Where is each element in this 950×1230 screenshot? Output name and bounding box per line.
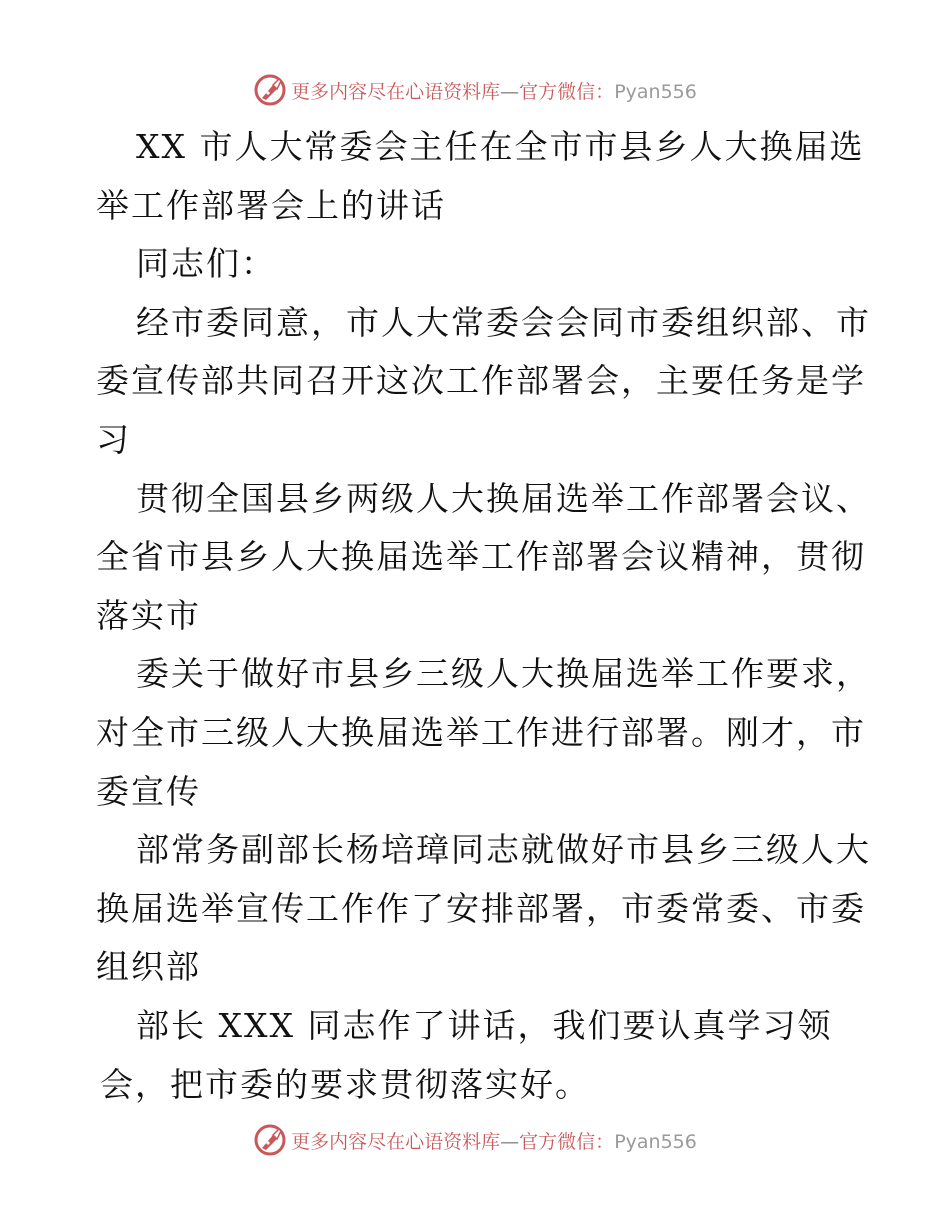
salutation-line: 同志们：: [136, 244, 276, 284]
document-title-line: 举工作部署会上的讲话: [96, 185, 446, 225]
body-line: 委关于做好市县乡三级人大换届选举工作要求，: [136, 654, 871, 694]
body-line: 委宣传部共同召开这次工作部署会，主要任务是学: [96, 361, 866, 401]
document-title-line: XX 市人大常委会主任在全市市县乡人大换届选: [136, 127, 865, 166]
body-line: 习: [96, 419, 131, 459]
body-line: 换届选举宣传工作作了安排部署，市委常委、市委: [96, 888, 866, 928]
body-line: 组织部: [96, 947, 201, 987]
body-line: 贯彻全国县乡两级人大换届选举工作部署会议、: [136, 478, 871, 518]
banner-separator: —: [500, 1130, 520, 1153]
banner-wechat-id: Pyan556: [614, 1130, 697, 1153]
body-line: 对全市三级人大换届选举工作进行部署。刚才，市: [96, 712, 866, 752]
banner-main-text: 更多内容尽在心语资料库: [291, 80, 501, 103]
body-line: 全省市县乡人大换届选举工作部署会议精神，贯彻: [96, 537, 866, 577]
banner-wechat-label: 官方微信：: [519, 80, 615, 103]
banner-wechat-label: 官方微信：: [519, 1130, 615, 1153]
document-body: [96, 118, 871, 1114]
banner-separator: —: [500, 80, 520, 103]
footer-watermark-banner: [0, 1120, 950, 1160]
banner-text: [291, 77, 697, 104]
body-line: 部长 XXX 同志作了讲话，我们要认真学习领: [136, 1005, 833, 1045]
body-line: 委宣传: [96, 771, 201, 811]
body-line: 部常务副部长杨培璋同志就做好市县乡三级人大: [136, 830, 871, 870]
body-line: 经市委同意，市人大常委会会同市委组织部、市: [136, 302, 871, 342]
body-line: 落实市: [96, 595, 201, 635]
pen-nib-logo-icon: [253, 73, 287, 107]
pen-nib-logo-icon: [253, 1123, 287, 1157]
banner-text: [291, 1127, 697, 1154]
banner-main-text: 更多内容尽在心语资料库: [291, 1130, 501, 1153]
banner-wechat-id: Pyan556: [614, 80, 697, 103]
body-line: 会，把市委的要求贯彻落实好。: [100, 1064, 590, 1104]
header-watermark-banner: [0, 70, 950, 110]
